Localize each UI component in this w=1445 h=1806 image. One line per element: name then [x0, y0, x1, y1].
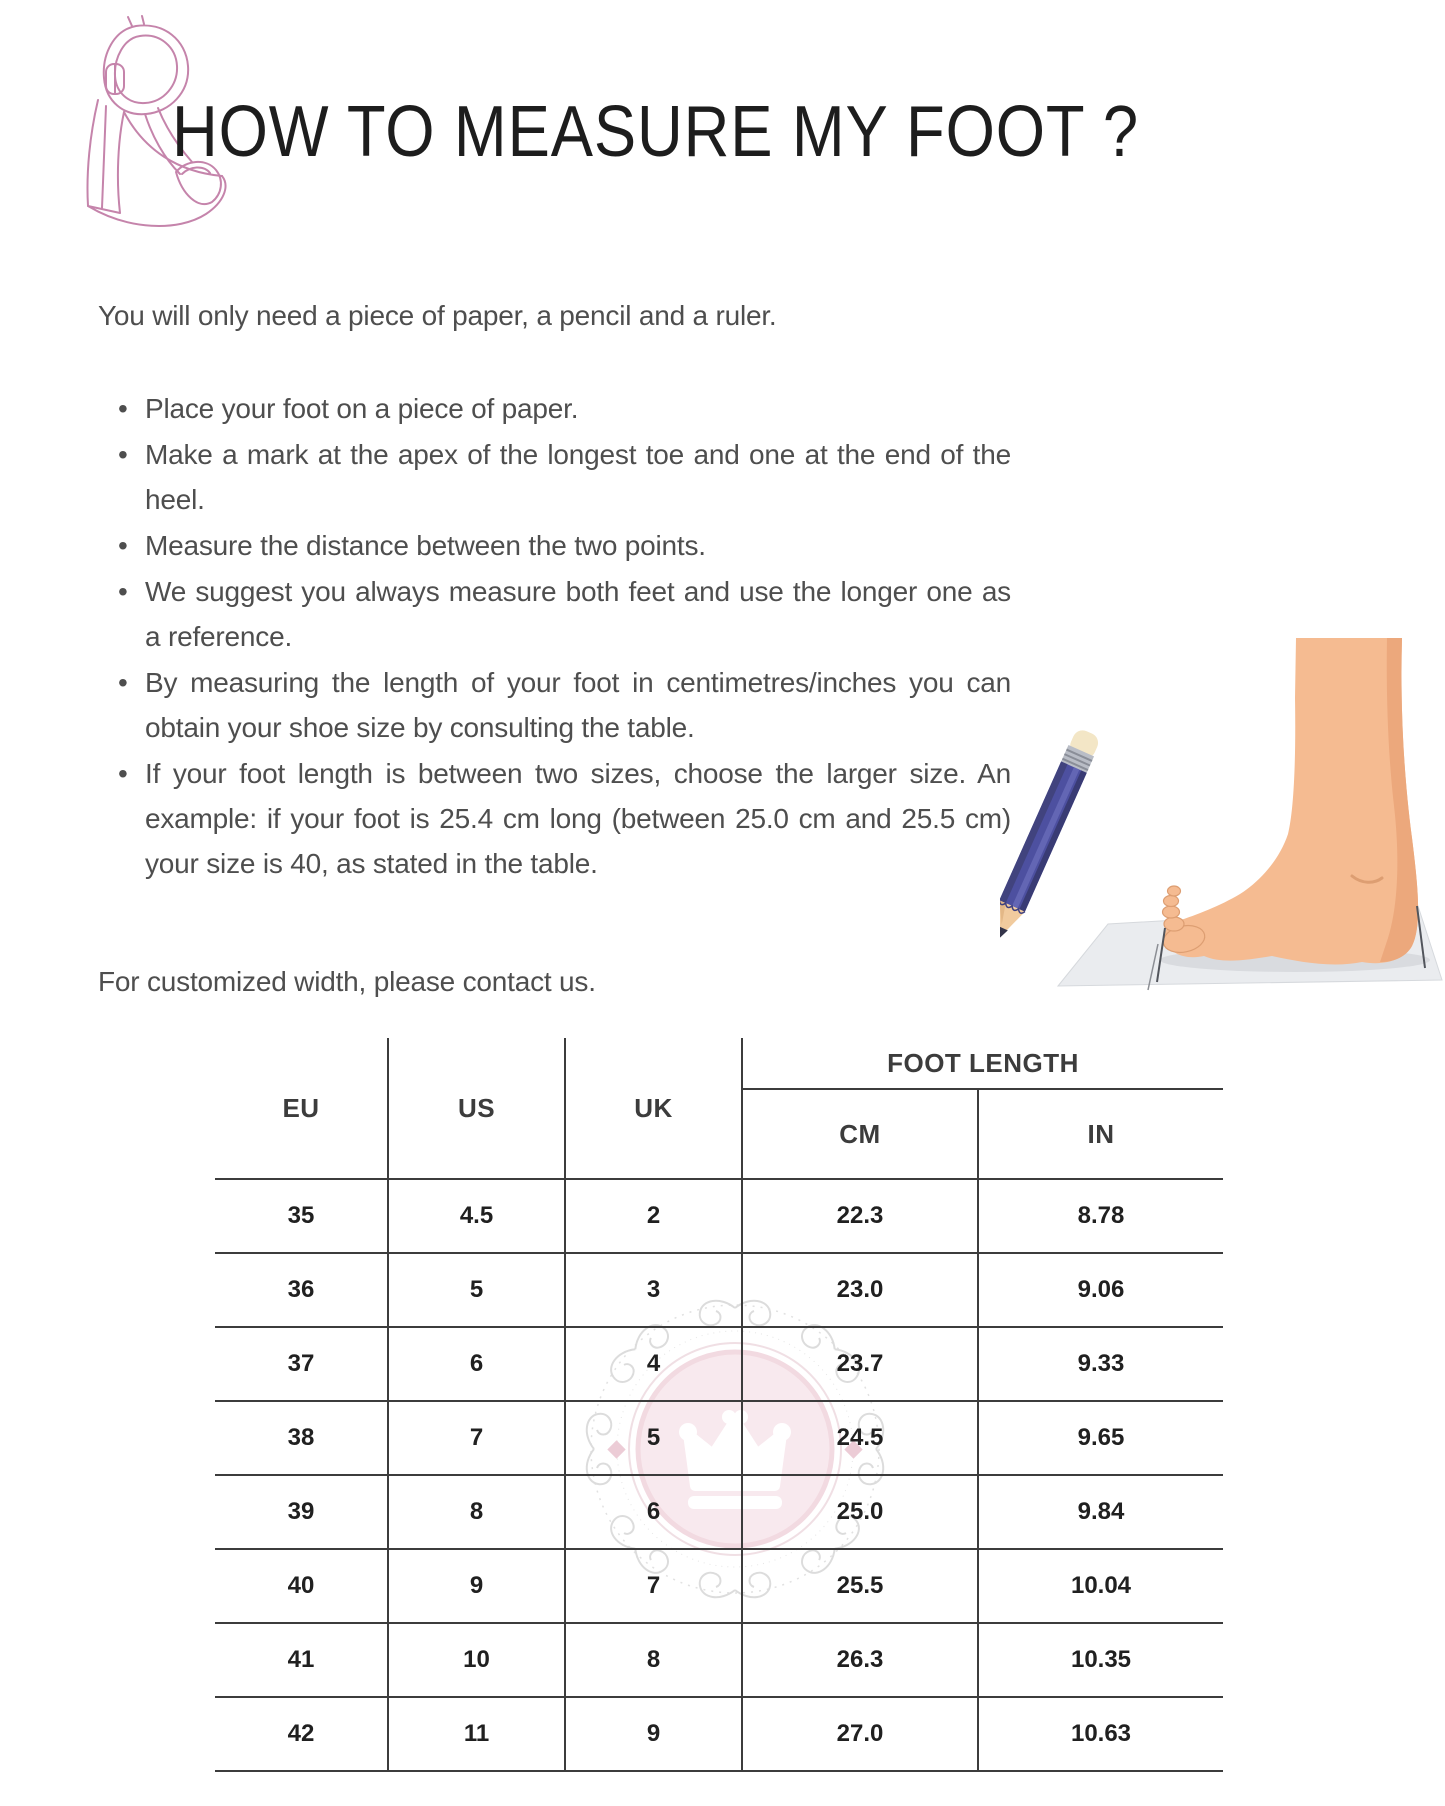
table-cell: 39 — [215, 1475, 388, 1549]
table-cell: 9 — [388, 1549, 565, 1623]
table-cell: 2 — [565, 1179, 742, 1253]
table-cell: 41 — [215, 1623, 388, 1697]
table-cell: 27.0 — [742, 1697, 978, 1771]
table-cell: 10 — [388, 1623, 565, 1697]
instruction-list — [145, 386, 1011, 887]
table-cell: 4 — [565, 1327, 742, 1401]
table-cell: 5 — [388, 1253, 565, 1327]
column-header-cm: CM — [742, 1089, 978, 1179]
table-cell: 10.63 — [978, 1697, 1223, 1771]
table-cell: 9.84 — [978, 1475, 1223, 1549]
column-header-eu: EU — [215, 1038, 388, 1179]
instruction-item: • Make a mark at the apex of the longest toe and one at the end of the heel. — [145, 432, 1011, 522]
table-cell: 9.65 — [978, 1401, 1223, 1475]
table-cell: 7 — [388, 1401, 565, 1475]
table-row — [215, 1623, 1223, 1697]
instruction-item: • By measuring the length of your foot in centimetres/​inches you can obtain your shoe size by consulting the table. — [145, 660, 1011, 750]
customized-width-note: For customized width, please contact us. — [98, 966, 596, 997]
table-row — [215, 1179, 1223, 1253]
table-cell: 11 — [388, 1697, 565, 1771]
size-table-body — [215, 1179, 1223, 1771]
table-cell: 9.33 — [978, 1327, 1223, 1401]
table-cell: 9 — [565, 1697, 742, 1771]
table-cell: 22.3 — [742, 1179, 978, 1253]
table-cell: 24.5 — [742, 1401, 978, 1475]
table-cell: 36 — [215, 1253, 388, 1327]
table-cell: 25.0 — [742, 1475, 978, 1549]
instruction-item: • If your foot length is between two sizes, choose the larger size. An example: if your foot is 25.4 cm long (between 25.0 cm and 25.5 cm) your size is 40, as stated in the table. — [145, 751, 1011, 886]
instruction-item: • Measure the distance between the two points. — [145, 523, 1011, 568]
page-title: HOW TO MEASURE MY FOOT ? — [172, 92, 1139, 172]
table-cell: 26.3 — [742, 1623, 978, 1697]
table-cell: 8.78 — [978, 1179, 1223, 1253]
foot-measuring-illustration — [1000, 638, 1445, 998]
table-cell: 37 — [215, 1327, 388, 1401]
intro-text: You will only need a piece of paper, a pencil and a ruler. — [98, 300, 777, 331]
table-cell: 4.5 — [388, 1179, 565, 1253]
table-cell: 42 — [215, 1697, 388, 1771]
table-cell: 10.04 — [978, 1549, 1223, 1623]
table-cell: 23.7 — [742, 1327, 978, 1401]
table-cell: 8 — [388, 1475, 565, 1549]
table-row — [215, 1327, 1223, 1401]
column-header-uk: UK — [565, 1038, 742, 1179]
table-cell: 6 — [388, 1327, 565, 1401]
column-header-foot-length: FOOT LENGTH — [742, 1038, 1223, 1089]
instruction-item: • We suggest you always measure both feet and use the longer one as a reference. — [145, 569, 1011, 659]
table-cell: 7 — [565, 1549, 742, 1623]
size-conversion-table — [215, 1038, 1223, 1772]
table-cell: 5 — [565, 1401, 742, 1475]
table-row — [215, 1475, 1223, 1549]
table-cell: 9.06 — [978, 1253, 1223, 1327]
table-cell: 6 — [565, 1475, 742, 1549]
table-row — [215, 1549, 1223, 1623]
table-cell: 10.35 — [978, 1623, 1223, 1697]
table-cell: 3 — [565, 1253, 742, 1327]
table-cell: 8 — [565, 1623, 742, 1697]
table-cell: 25.5 — [742, 1549, 978, 1623]
table-cell: 40 — [215, 1549, 388, 1623]
table-row — [215, 1253, 1223, 1327]
table-cell: 38 — [215, 1401, 388, 1475]
table-cell: 35 — [215, 1179, 388, 1253]
table-row — [215, 1401, 1223, 1475]
table-row — [215, 1697, 1223, 1771]
table-cell: 23.0 — [742, 1253, 978, 1327]
column-header-in: IN — [978, 1089, 1223, 1179]
column-header-us: US — [388, 1038, 565, 1179]
instruction-item: • Place your foot on a piece of paper. — [145, 386, 1011, 431]
